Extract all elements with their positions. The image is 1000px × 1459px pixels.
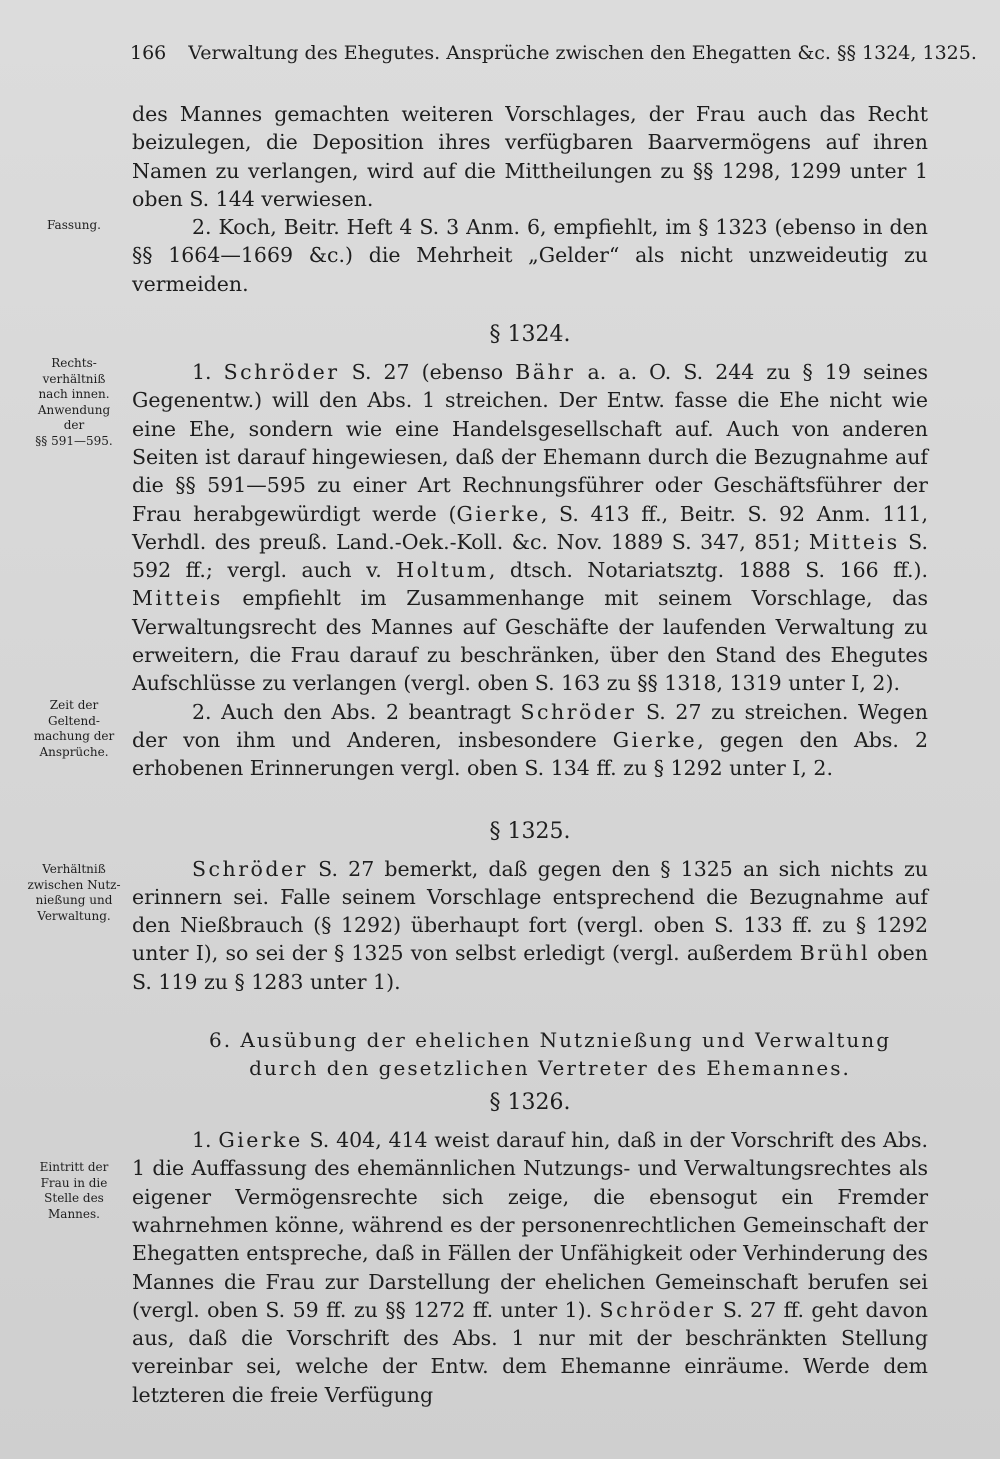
- paragraph: [132, 1126, 928, 1409]
- text-run: oben S. 119 zu § 1283 unter 1).: [132, 941, 928, 994]
- text-run: S. 27 ff. geht davon aus, daß die Vorschrift des Abs. 1 nur mit der beschränkten Stellung vereinbar sei, welche der Entw. dem Ehemanne einräume. Werde dem letzteren die freie Verfügung: [132, 1297, 929, 1407]
- margin-note-line: verhältniß: [42, 371, 106, 386]
- paragraph: des Mannes gemachten weiteren Vorschlages, der Frau auch das Recht beizulegen, die Deposition ihres verfügbaren Baarvermögens auf ihren Namen zu verlangen, wird auf die Mittheilungen zu §§ 1298, 1299 unter 1 oben S. 144 verwiesen.: [132, 102, 928, 211]
- text-run: S. 592 ff.; vergl. auch v.: [132, 529, 928, 583]
- page-number: 166: [130, 42, 167, 64]
- section-heading-1325: § 1325.: [489, 818, 571, 844]
- paragraph: [132, 855, 928, 996]
- margin-note-line: Verhältniß: [42, 862, 106, 876]
- section-heading-1324: § 1324.: [489, 322, 571, 348]
- margin-note-line: §§ 591—595.: [35, 433, 113, 448]
- margin-note-line: Stelle des: [44, 1191, 104, 1205]
- author-name: Brühl: [799, 941, 871, 966]
- margin-note-line: Fassung.: [47, 218, 101, 232]
- paragraph: [132, 358, 928, 698]
- margin-note-line: Geltend-: [48, 713, 100, 728]
- author-name: Mitteis: [132, 586, 223, 611]
- section-heading-1326: § 1326.: [489, 1090, 571, 1116]
- subsection-heading: [172, 1026, 928, 1082]
- text-run: , dtsch. Notariatsztg. 1888 S. 166 ff.).: [488, 558, 928, 583]
- margin-note-line: Rechts-: [51, 356, 97, 370]
- paragraph: [132, 698, 928, 783]
- margin-note-line: Zeit der: [49, 698, 99, 712]
- margin-note-rechtsverhaeltnis: [20, 356, 128, 449]
- text-run: , gegen den Abs. 2 erhobenen Erinnerungen vergl. oben S. 134 ff. zu § 1292 unter I, 2.: [132, 727, 928, 781]
- author-name: Schröder: [192, 856, 308, 881]
- margin-note-line: nach innen.: [38, 387, 110, 401]
- running-header: [130, 40, 977, 66]
- text-run: 1.: [192, 1128, 219, 1153]
- author-name: Bähr: [515, 360, 576, 385]
- margin-note-line: zwischen Nutz-: [27, 877, 121, 892]
- paragraph: 2. Koch, Beitr. Heft 4 S. 3 Anm. 6, empfiehlt, im § 1323 (ebenso in den §§ 1664—1669 &c.) die Mehrheit „Gelder“ als nicht unzweideutig zu vermeiden.: [132, 215, 928, 296]
- margin-note-eintritt-der-frau: [20, 1160, 128, 1222]
- author-name: Schröder: [520, 699, 637, 724]
- text-run: 2. Auch den Abs. 2 beantragt: [192, 699, 521, 724]
- margin-note-line: Eintritt der: [39, 1160, 109, 1174]
- text-run: S. 27 (ebenso: [339, 360, 516, 385]
- text-run: S. 404, 414 weist darauf hin, daß in der Vorschrift des Abs. 1 die Auffassung des ehemännlichen Nutzungs- und Verwaltungsrechtes als eigener Vermögensrechte sich zeige, die ebensogut ein Fremder wahrnehmen könne, während es der personenrechtlichen Gemeinschaft der Ehegatten entspreche, daß in Fällen der Unfähigkeit oder Verhinderung des Mannes die Frau zur Darstellung der ehelichen Gemeinschaft berufen sei (vergl. oben S. 59 ff. zu §§ 1272 ff. unter 1).: [132, 1128, 928, 1322]
- margin-note-line: machung der: [33, 729, 115, 743]
- margin-note-line: nießung und: [35, 893, 113, 907]
- author-name: Holtum: [396, 558, 489, 583]
- margin-note-line: Verwaltung.: [37, 908, 111, 923]
- main-text: [132, 100, 928, 1409]
- subsection-heading-line: durch den gesetzlichen Vertreter des Ehemannes.: [249, 1056, 851, 1081]
- margin-note-line: Ansprüche.: [39, 744, 109, 759]
- text-run: a. a. O. S. 244 zu § 19 seines Gegenentw.) will den Abs. 1 streichen. Der Entw. fasse die Ehe nicht wie eine Ehe, sondern wie eine Handelsgesellschaft auf. Auch von anderen Seiten ist darauf hingewiesen, daß der Ehemann durch die Bezugnahme auf die §§ 591—595 zu einer Art Rechnungsführer oder Geschäftsführer der Frau herabgewürdigt werde (: [132, 360, 929, 526]
- margin-note-line: Mannes.: [48, 1206, 100, 1221]
- subsection-heading-line: 6. Ausübung der ehelichen Nutznießung und Verwaltung: [208, 1028, 891, 1053]
- margin-note-line: Anwendung: [37, 402, 111, 417]
- text-run: , S. 413 ff., Beitr. S. 92 Anm. 111, Verhdl. des preuß. Land.-Oek.-Koll. &c. Nov. 1889 S. 347, 851;: [132, 501, 928, 554]
- author-name: Mitteis: [808, 529, 900, 554]
- text-run: S. 27 bemerkt, daß gegen den § 1325 an sich nichts zu erinnern sei. Falle seinem Vorschlage entsprechend die Bezugnahme auf den Nießbrauch (§ 1292) überhaupt fort (vergl. oben S. 133 ff. zu § 1292 unter I), so sei der § 1325 von selbst erledigt (vergl. außerdem: [132, 856, 928, 966]
- author-name: Gierke: [218, 1128, 303, 1153]
- margin-note-zeit-der-geltendmachung: [20, 698, 128, 760]
- text-run: empfiehlt im Zusammenhange mit seinem Vorschlage, das Verwaltungsrecht des Mannes auf Geschäfte der laufenden Verwaltung zu erweitern, die Frau darauf zu beschränken, über den Stand des Ehegutes Aufschlüsse zu verlangen (vergl. oben S. 163 zu §§ 1318, 1319 unter I, 2).: [132, 586, 928, 696]
- margin-note-line: Frau in die: [40, 1175, 108, 1190]
- author-name: Gierke: [456, 501, 541, 526]
- margin-note-line: der: [63, 418, 85, 432]
- running-title: Verwaltung des Ehegutes. Ansprüche zwischen den Ehegatten &c. §§ 1324, 1325.: [188, 42, 977, 64]
- author-name: Gierke: [612, 727, 698, 752]
- author-name: Schröder: [223, 360, 340, 385]
- author-name: Schröder: [599, 1297, 716, 1322]
- text-run: S. 27 zu streichen. Wegen der von ihm und Anderen, insbesondere: [132, 699, 928, 752]
- margin-note-fassung: [20, 218, 128, 234]
- margin-note-verhaeltnis-nutzniessung: [20, 862, 128, 924]
- text-run: 1.: [192, 360, 224, 385]
